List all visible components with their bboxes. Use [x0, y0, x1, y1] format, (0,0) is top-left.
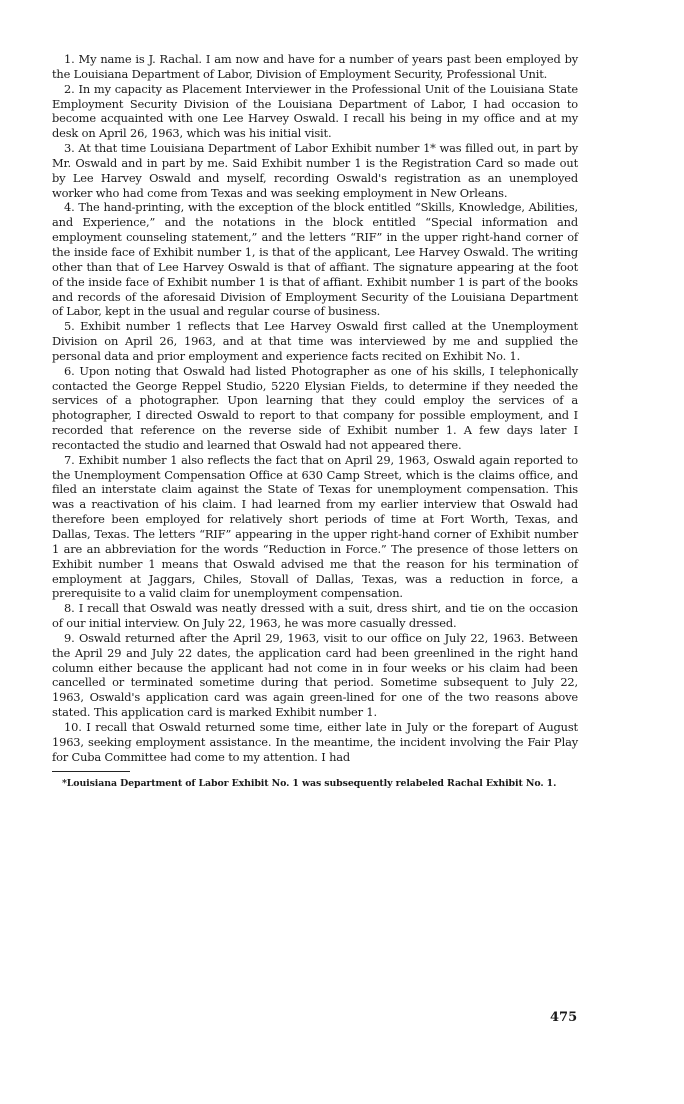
footnote: *Louisiana Department of Labor Exhibit No. 1 was subsequently relabeled Rachal Exhibit No. 1.: [62, 777, 557, 789]
paragraph-1: 1. My name is J. Rachal. I am now and have for a number of years past been employed by the Louisiana Department of Labor, Division of Employment Security, Professional Unit.: [52, 52, 578, 81]
document-page: [52, 52, 578, 790]
paragraph-10: 10. I recall that Oswald returned some time, either late in July or the forepart of August 1963, seeking employment assistance. In the meantime, the incident involving the Fair Play for Cuba Committee had come to my attention. I had: [52, 719, 578, 764]
footnote-divider: [52, 771, 130, 772]
paragraph-3: 3. At that time Louisiana Department of Labor Exhibit number 1* was filled out, in part by Mr. Oswald and in part by me. Said Exhibit number 1 is the Registration Card so made out by Lee Harvey Oswald and myself, recording Oswald's registration as an unemployed worker who had come from Texas and was seeking employment in New Orleans.: [52, 141, 578, 200]
paragraph-2: 2. In my capacity as Placement Interviewer in the Professional Unit of the Louisiana State Employment Security Division of the Louisiana Department of Labor, I had occasion to become acquainted with one Lee Harvey Oswald. I recall his being in my office and at my desk on April 26, 1963, which was his initial visit.: [52, 81, 578, 141]
paragraph-5: 5. Exhibit number 1 reflects that Lee Harvey Oswald first called at the Unemployment Division on April 26, 1963, and at that time was interviewed by me and supplied the personal data and prior employment and experience facts recited on Exhibit No. 1.: [52, 319, 578, 363]
paragraph-8: 8. I recall that Oswald was neatly dressed with a suit, dress shirt, and tie on the occasion of our initial interview. On July 22, 1963, he was more casually dressed.: [52, 601, 578, 631]
paragraph-4: 4. The hand-printing, with the exception of the block entitled “Skills, Knowledge, Abilities, and Experience,” and the notations in the block entitled “Special information and employment counseling statement,” and the letters “RIF” in the upper right-hand corner of the inside face of Exhibit number 1, is that of the applicant, Lee Harvey Oswald. The writing other than that of Lee Harvey Oswald is that of affiant. The signature appearing at the foot of the inside face of Exhibit number 1 is that of affiant. Exhibit number 1 is part of the books and records of the aforesaid Division of Employment Security of the Louisiana Department of Labor, kept in the usual and regular course of business.: [52, 200, 578, 319]
page-number: 475: [550, 1010, 578, 1025]
paragraph-7: 7. Exhibit number 1 also reflects the fact that on April 29, 1963, Oswald again reported to the Unemployment Compensation Office at 630 Camp Street, which is the claims office, and filed an interstate claim against the State of Texas for unemployment compensation. This was a reactivation of his claim. I had learned from my earlier interview that Oswald had therefore been employed for relatively short periods of time at Fort Worth, Texas, and Dallas, Texas. The letters “RIF” appearing in the upper right-hand corner of Exhibit number 1 are an abbreviation for the words “Reduction in Force.” The presence of those letters on Exhibit number 1 means that Oswald advised me that the reason for his termination of employment at Jaggars, Chiles, Stovall of Dallas, Texas, was a reduction in force, a prerequisite to a valid claim for unemployment compensation.: [52, 452, 578, 601]
paragraph-6: 6. Upon noting that Oswald had listed Photographer as one of his skills, I telephonically contacted the George Reppel Studio, 5220 Elysian Fields, to determine if they needed the services of a photographer. Upon learning that they could employ the services of a photographer, I directed Oswald to report to that company for possible employment, and I recorded that reference on the reverse side of Exhibit number 1. A few days later I recontacted the studio and learned that Oswald had not appeared there.: [52, 363, 578, 452]
paragraph-9: 9. Oswald returned after the April 29, 1963, visit to our office on July 22, 1963. Between the April 29 and July 22 dates, the application card had been greenlined in the right hand column either because the applicant had not come in in four weeks or his claim had been cancelled or terminated sometime during that period. Sometime subsequent to July 22, 1963, Oswald's application card was again green-lined for one of the two reasons above stated. This application card is marked Exhibit number 1.: [52, 630, 578, 720]
